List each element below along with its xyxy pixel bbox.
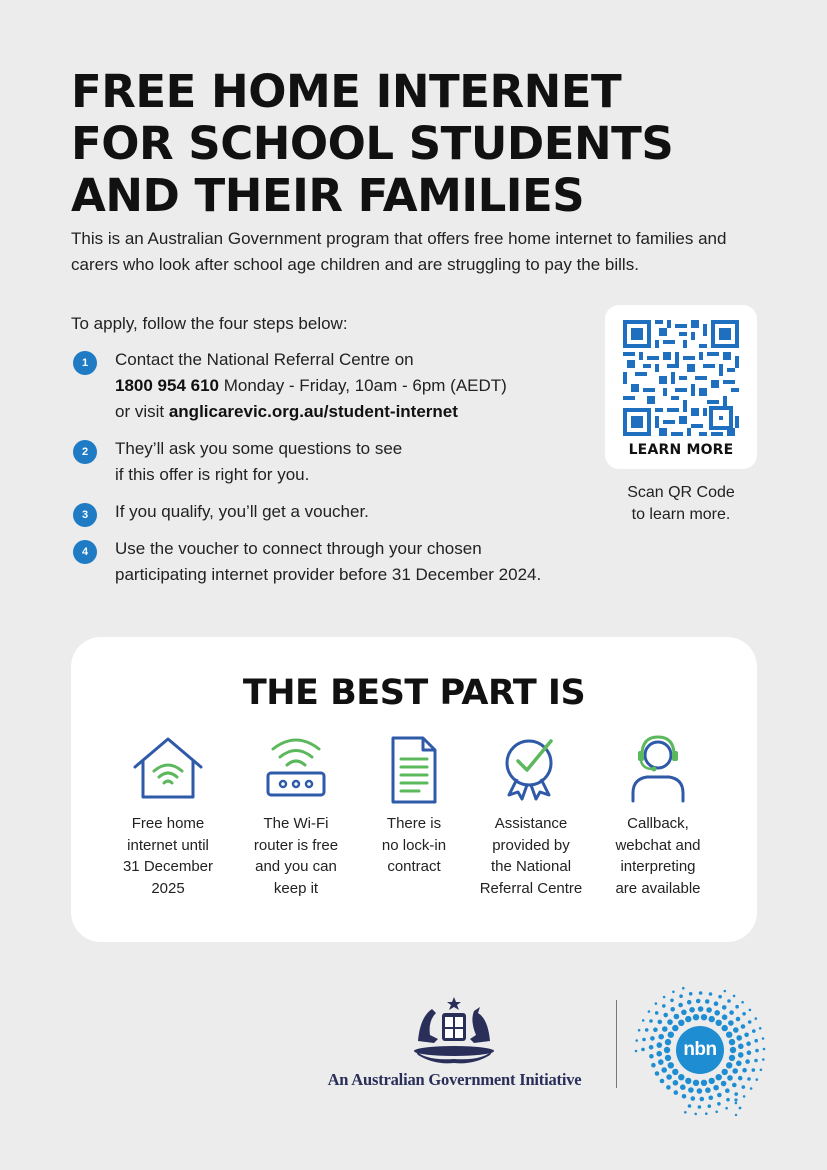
benefits-card (71, 637, 757, 942)
nbn-dot (763, 1048, 766, 1051)
nbn-dot (728, 1020, 734, 1026)
nbn-dot (754, 1059, 758, 1063)
step-2-line-1: They’ll ask you some questions to see (115, 439, 403, 458)
nbn-logo (632, 986, 772, 1120)
label-line: interpreting (620, 858, 696, 875)
nbn-dot (682, 1094, 687, 1099)
label-line: are available (615, 879, 701, 897)
label-line: Callback, (627, 815, 689, 832)
nbn-dot (726, 1032, 732, 1038)
nbn-dot (742, 1012, 746, 1016)
nbn-dot (694, 1113, 697, 1116)
benefit-label (349, 813, 479, 878)
benefit-label (231, 813, 361, 899)
nbn-dot (741, 1001, 744, 1004)
label-line: and you can (255, 858, 337, 875)
nbn-dot (684, 1111, 687, 1114)
nbn-dot (762, 1058, 765, 1061)
nbn-dot (709, 1078, 715, 1084)
document-icon (349, 735, 479, 807)
nbn-dot (742, 1068, 747, 1073)
nbn-dot (745, 1059, 750, 1064)
nbn-wordmark: nbn (676, 1026, 724, 1074)
label-line: Free home (131, 815, 205, 832)
nbn-dot (729, 1010, 734, 1015)
nbn-dot (716, 1020, 722, 1026)
nbn-dot (655, 1002, 658, 1005)
label-line: provided by (492, 836, 570, 854)
visit-prefix: or visit (115, 402, 169, 421)
nbn-dot (662, 1026, 668, 1032)
nbn-dot (759, 1027, 762, 1030)
nbn-dot (742, 1085, 746, 1089)
step-4-line-1: Use the voucher to connect through your chosen (115, 539, 482, 558)
nbn-dot (738, 1044, 744, 1050)
qr-caption (605, 482, 757, 526)
nbn-dot (689, 1007, 695, 1013)
office-hours: Monday - Friday, 10am - 6pm (AEDT) (219, 376, 507, 395)
nbn-dot (678, 1020, 684, 1026)
apply-instructions: To apply, follow the four steps below: (71, 314, 348, 333)
nbn-dot (635, 1039, 638, 1042)
nbn-dot (736, 1035, 742, 1041)
nbn-dot (682, 987, 685, 990)
nbn-dot (726, 1062, 732, 1068)
website-link[interactable]: anglicarevic.org.au/student-internet (168, 402, 458, 421)
benefit-label (466, 813, 596, 899)
headline-line-2: FOR SCHOOL STUDENTS (71, 117, 674, 170)
nbn-dot (699, 991, 703, 995)
nbn-dot (713, 1085, 719, 1091)
nbn-dot (668, 1062, 674, 1068)
nbn-dot (744, 1033, 749, 1038)
nbn-dot (698, 1006, 704, 1012)
step-number-badge: 2 (73, 440, 97, 464)
nbn-dot (691, 1096, 696, 1101)
nbn-dot (733, 1027, 739, 1033)
nbn-dot (709, 1096, 714, 1101)
nbn-dot (743, 1095, 746, 1098)
nbn-dot (747, 1050, 752, 1055)
step-2-line-2: if this offer is right for you. (115, 465, 310, 484)
benefit-label (103, 813, 233, 899)
nbn-dot (657, 1042, 663, 1048)
nbn-dot (670, 999, 674, 1003)
page-headline (71, 66, 771, 222)
nbn-dot (663, 996, 666, 999)
nbn-dot (693, 1080, 699, 1086)
nbn-dot (736, 1017, 741, 1022)
label-line: Assistance (494, 815, 568, 832)
nbn-dot (696, 999, 701, 1004)
label-line: no lock-in (381, 836, 447, 854)
nbn-dot (672, 991, 675, 994)
logo-divider (616, 1000, 617, 1088)
nbn-dot (661, 1067, 667, 1073)
step-4-line-2: participating internet provider before 31 December 2024. (115, 565, 542, 584)
nbn-dot (701, 1014, 707, 1020)
nbn-dot (701, 1080, 707, 1086)
nbn-dot (727, 1075, 733, 1081)
label-line: router is free (253, 836, 339, 854)
nbn-dot (715, 1111, 718, 1114)
nbn-dot (653, 1028, 658, 1033)
nbn-dot (667, 1019, 673, 1025)
headline-line-3: AND THEIR FAMILIES (71, 169, 585, 222)
nbn-dot (681, 1010, 687, 1016)
nbn-dot (752, 1068, 756, 1072)
nbn-dot (665, 1039, 671, 1045)
nbn-dot (672, 1069, 678, 1075)
step-number-badge: 1 (73, 351, 97, 375)
nbn-dot (749, 1009, 752, 1012)
nbn-dot (734, 1098, 737, 1101)
award-badge-icon (466, 735, 596, 807)
nbn-dot (733, 995, 736, 998)
nbn-dot (739, 1107, 742, 1110)
nbn-dot (658, 1020, 663, 1025)
nbn-dot (729, 1039, 735, 1045)
nbn-dot (662, 1004, 666, 1008)
australian-government-logo (312, 995, 597, 1095)
nbn-dot (666, 1085, 671, 1090)
nbn-dot (732, 1083, 737, 1088)
nbn-dot (738, 1052, 744, 1058)
nbn-dot (678, 1074, 684, 1080)
nbn-dot (638, 1029, 641, 1032)
intro-paragraph: This is an Australian Government program that offers free home internet to families and carers who look after school age children and are struggling to pay the bills. (71, 229, 727, 274)
home-wifi-icon (103, 735, 233, 807)
nbn-dot (697, 1088, 703, 1094)
nbn-dot (755, 1049, 759, 1053)
step-number-badge: 4 (73, 540, 97, 564)
learn-more-label[interactable]: LEARN MORE (628, 442, 734, 458)
nbn-dot (679, 994, 683, 998)
nbn-dot (673, 1080, 679, 1086)
nbn-dot (721, 1081, 727, 1087)
nbn-dot (668, 1032, 674, 1038)
nbn-dot (727, 999, 731, 1003)
nbn-dot (670, 1007, 675, 1012)
label-line: keep it (273, 879, 319, 897)
nbn-dot (688, 1087, 694, 1093)
nbn-dot (665, 1055, 671, 1061)
nbn-dot (726, 1098, 730, 1102)
nbn-dot (708, 1104, 712, 1108)
nbn-dot (651, 1063, 656, 1068)
nbn-dot (641, 1048, 645, 1052)
nbn-dot (705, 1112, 708, 1115)
nbn-dot (722, 1025, 728, 1031)
step-text (115, 347, 595, 425)
nbn-dot (687, 1000, 692, 1005)
benefits-title: THE BEST PART IS (242, 673, 586, 713)
label-line: The Wi-Fi (263, 815, 329, 832)
nbn-dot (658, 1034, 664, 1040)
nbn-dot (716, 1074, 722, 1080)
nbn-dot (714, 1010, 720, 1016)
label-line: webchat and (615, 836, 701, 854)
nbn-dot (674, 1090, 679, 1095)
nbn-dot (642, 1019, 645, 1022)
nbn-dot (747, 1077, 751, 1081)
nbn-dot (655, 1011, 659, 1015)
nbn-dot (706, 1007, 712, 1013)
nbn-dot (717, 1102, 721, 1106)
nbn-dot (741, 1024, 746, 1029)
nbn-dot (732, 1068, 738, 1074)
nbn-dot (666, 1074, 672, 1080)
label-line: Referral Centre (479, 879, 583, 897)
label-line: 2025 (151, 879, 185, 897)
label-line: contract (387, 858, 441, 875)
nbn-dot (698, 1105, 702, 1109)
qr-caption-line-1: Scan QR Code (627, 484, 735, 501)
nbn-dot (762, 1037, 765, 1040)
nbn-dot (754, 1039, 758, 1043)
nbn-dot (738, 1076, 743, 1081)
nbn-dot (664, 1047, 670, 1053)
nbn-dot (709, 992, 713, 996)
nbn-dot (663, 1013, 668, 1018)
nbn-dot (635, 1050, 638, 1053)
step-1-line-1: Contact the National Referral Centre on (115, 350, 414, 369)
nbn-dot (746, 1041, 751, 1046)
nbn-dot (689, 992, 693, 996)
nbn-dot (642, 1038, 646, 1042)
nbn-dot (658, 1059, 664, 1065)
nbn-dot (655, 1071, 660, 1076)
label-line: There is (386, 815, 442, 832)
government-initiative-text: An Australian Government Initiative (327, 1070, 582, 1089)
step-3-line-1: If you qualify, you’ll get a voucher. (115, 502, 369, 521)
coat-of-arms-icon (404, 995, 504, 1067)
nbn-dot (660, 1079, 665, 1084)
nbn-dot (672, 1025, 678, 1031)
nbn-dot (722, 1014, 728, 1020)
nbn-dot (674, 1014, 680, 1020)
nbn-dot (649, 1054, 654, 1059)
benefit-label (593, 813, 723, 899)
nbn-dot (705, 999, 710, 1004)
nbn-dot (756, 1078, 759, 1081)
nbn-dot (693, 1014, 699, 1020)
nbn-dot (678, 1003, 683, 1008)
nbn-dot (752, 1029, 756, 1033)
nbn-dot (700, 1097, 705, 1102)
nbn-dot (649, 1045, 654, 1050)
qr-code-card[interactable] (605, 305, 757, 469)
nbn-dot (735, 1114, 737, 1116)
nbn-dot (725, 1088, 730, 1093)
nbn-dot (748, 1020, 752, 1024)
headline-line-1: FREE HOME INTERNET (71, 65, 622, 118)
nbn-dot (735, 1102, 738, 1105)
nbn-dot (750, 1087, 753, 1090)
nbn-dot (648, 1010, 651, 1013)
nbn-dot (760, 1069, 763, 1072)
label-line: the National (490, 858, 572, 875)
nbn-dot (724, 990, 727, 993)
qr-code-icon[interactable] (623, 320, 739, 436)
nbn-dot (730, 1047, 736, 1053)
nbn-dot (688, 1104, 692, 1108)
nbn-dot (729, 1055, 735, 1061)
nbn-dot (722, 1069, 728, 1075)
nbn-dot (705, 1087, 711, 1093)
phone-number[interactable]: 1800 954 610 (115, 376, 219, 395)
wifi-router-icon (231, 735, 361, 807)
step-text (115, 499, 595, 525)
nbn-dot (755, 1017, 758, 1020)
nbn-dot (645, 1028, 649, 1032)
nbn-dot (735, 1005, 739, 1009)
nbn-dot (685, 1078, 691, 1084)
nbn-dot (680, 1084, 686, 1090)
step-text (115, 436, 595, 488)
step-number-badge: 3 (73, 503, 97, 527)
nbn-dot (650, 1036, 655, 1041)
nbn-dot (734, 1092, 738, 1096)
headset-agent-icon (593, 735, 723, 807)
nbn-dot (709, 1016, 715, 1022)
nbn-dot (714, 1001, 719, 1006)
nbn-dot (718, 995, 722, 999)
nbn-dot (736, 1061, 742, 1067)
nbn-dot (717, 1093, 722, 1098)
step-text (115, 536, 595, 588)
qr-caption-line-2: to learn more. (631, 506, 731, 523)
nbn-dot (656, 1051, 662, 1057)
label-line: internet until (127, 836, 209, 854)
label-line: 31 December (122, 858, 214, 875)
nbn-dot (722, 1005, 727, 1010)
nbn-dot (725, 1107, 728, 1110)
nbn-dot (649, 1019, 653, 1023)
nbn-dot (685, 1016, 691, 1022)
